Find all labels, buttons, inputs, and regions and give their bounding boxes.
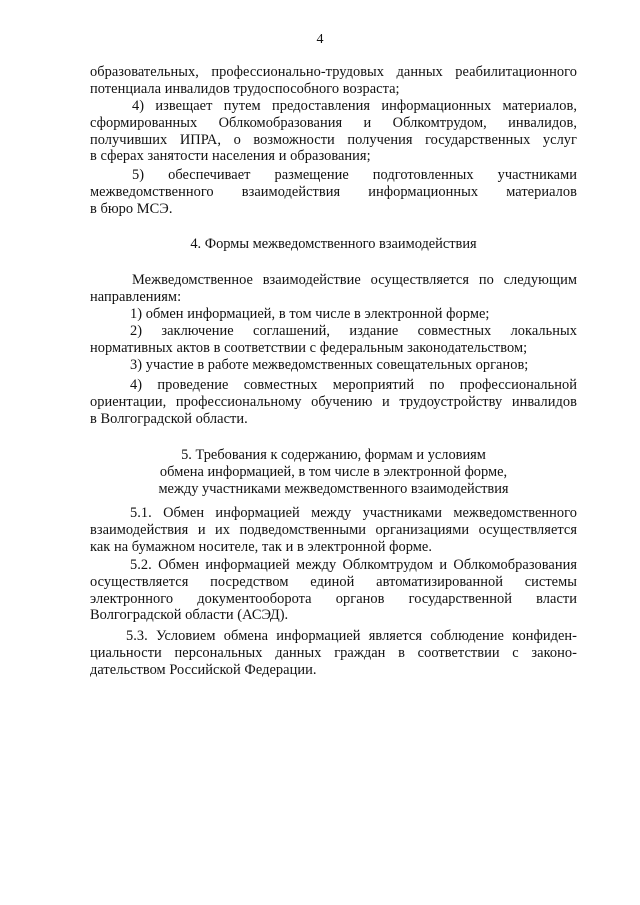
text-line: в Волгоградской области. [90,410,248,427]
clause-5-2 [90,557,577,624]
page-number: 4 [316,32,324,47]
text-line: 3) участие в работе межведомственных совещательных органов; [130,357,529,373]
paragraph-continuation [90,64,577,98]
text-line: 4) извещает путем предоставления информационных материалов, [132,98,577,114]
section-5-title [90,447,577,497]
title-line: 5. Требования к содержанию, формам и условиям [181,447,486,463]
text-line: в сферах занятости населения и образования; [90,148,371,165]
section-4-item-2 [90,323,577,357]
text-line: 5.3. Условием обмена информацией является соблюдение конфиден- [126,628,577,644]
text-line: потенциала инвалидов трудоспособного возраста; [90,80,400,97]
text-line: образовательных, профессионально-трудовых данных реабилитационного [90,64,577,80]
section-4-item-3 [90,357,577,374]
text-line: циальности персональных данных граждан в соответствии с законо- [90,644,577,661]
clause-5-3 [90,628,577,678]
paragraph-item-5 [90,167,577,217]
text-line: 2) заключение соглашений, издание совместных локальных [130,323,577,339]
section-4-item-4 [90,377,577,427]
clause-5-1 [90,505,577,555]
section-4-title: 4. Формы межведомственного взаимодействия [190,236,477,252]
text-line: осуществляется посредством единой автоматизированной системы [90,573,577,590]
text-line: взаимодействия и их подведомственными организациями осуществляется [90,521,577,538]
text-line: направлениям: [90,288,182,305]
text-line: получивших ИПРА, о возможности получения государственных услуг [90,131,577,148]
title-line: между участниками межведомственного взаимодействия [158,480,509,497]
text-line: нормативных актов в соответствии с федеральным законодательством; [90,339,528,356]
section-4-item-1 [90,306,577,323]
text-line: как на бумажном носителе, так и в электронной форме. [90,538,433,555]
text-line: в бюро МСЭ. [90,200,173,217]
text-line: 5) обеспечивает размещение подготовленных участниками [132,167,577,183]
text-line: ориентации, профессиональному обучению и трудоустройству инвалидов [90,393,577,410]
text-line: межведомственного взаимодействия информационных материалов [90,183,577,200]
section-4-intro [90,272,577,306]
text-line: сформированных Облкомобразования и Облкомтрудом, инвалидов, [90,114,577,131]
title-line: обмена информацией, в том числе в электронной форме, [159,463,508,480]
text-line: Волгоградской области (АСЭД). [90,607,289,624]
paragraph-item-4 [90,98,577,165]
text-line: 5.1. Обмен информацией между участниками межведомственного [130,505,577,521]
text-line: 5.2. Обмен информацией между Облкомтрудом и Облкомобразования [130,557,577,573]
text-line: Межведомственное взаимодействие осуществляется по следующим [132,272,577,288]
text-line: дательством Российской Федерации. [90,661,317,678]
text-line: 4) проведение совместных мероприятий по профессиональной [130,377,577,393]
text-line: 1) обмен информацией, в том числе в электронной форме; [130,306,490,322]
text-line: электронного документооборота органов государственной власти [90,590,577,607]
